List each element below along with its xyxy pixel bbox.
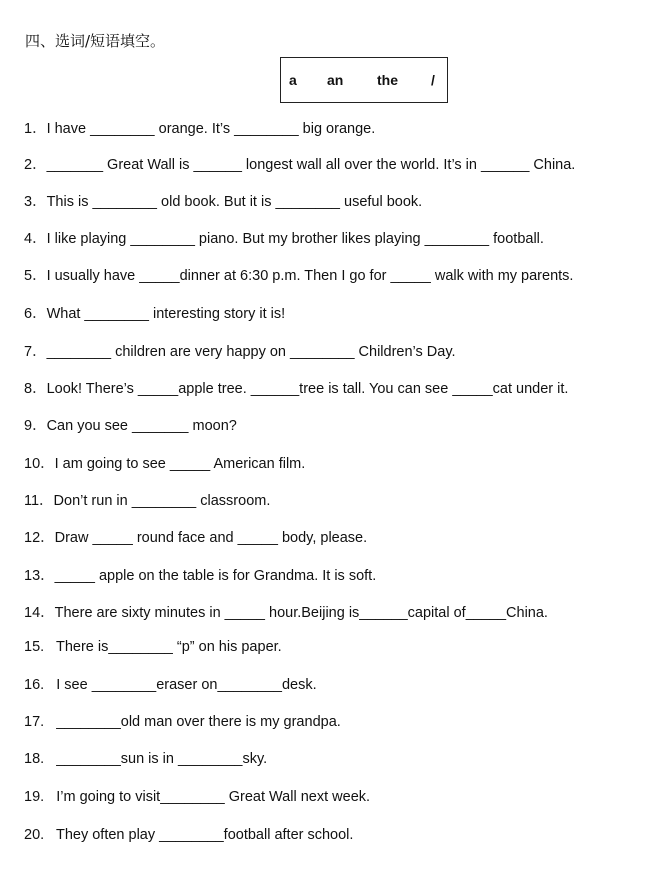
question-9: 9．Can you see _______ moon? <box>24 418 237 434</box>
question-11: 11．Don’t run in ________ classroom. <box>24 493 271 509</box>
question-20: 20. They often play ________football after school. <box>24 827 354 843</box>
word-choice-none: / <box>431 72 435 88</box>
word-choice-box <box>280 57 448 103</box>
question-4: 4．I like playing ________ piano. But my brother likes playing ________ football. <box>24 231 544 247</box>
question-15: 15. There is________ “p” on his paper. <box>24 639 282 655</box>
word-choice-an: an <box>327 72 344 88</box>
question-6: 6．What ________ interesting story it is! <box>24 306 286 322</box>
question-2: 2．_______ Great Wall is ______ longest wall all over the world. It’s in ______ China. <box>24 157 576 173</box>
question-13: 13．_____ apple on the table is for Grandma. It is soft. <box>24 568 377 584</box>
question-19: 19. I’m going to visit________ Great Wall next week. <box>24 789 371 805</box>
question-3: 3．This is ________ old book. But it is ________ useful book. <box>24 194 423 210</box>
question-17: 17. ________old man over there is my grandpa. <box>24 714 341 730</box>
question-18: 18. ________sun is in ________sky. <box>24 751 268 767</box>
question-12: 12．Draw _____ round face and _____ body, please. <box>24 530 368 546</box>
question-16: 16. I see ________eraser on________desk. <box>24 677 317 693</box>
section-title: 四、选词/短语填空。 <box>25 32 166 50</box>
question-1: 1．I have ________ orange. It’s ________ big orange. <box>24 121 376 137</box>
word-choice-a: a <box>289 72 297 88</box>
question-7: 7．________ children are very happy on ________ Children’s Day. <box>24 344 456 360</box>
word-choice-the: the <box>377 72 398 88</box>
question-10: 10．I am going to see _____ American film. <box>24 456 306 472</box>
question-5: 5．I usually have _____dinner at 6:30 p.m. Then I go for _____ walk with my parents. <box>24 268 574 284</box>
question-14: 14．There are sixty minutes in _____ hour.Beijing is______capital of_____China. <box>24 605 548 621</box>
question-8: 8．Look! There’s _____apple tree. ______tree is tall. You can see _____cat under it. <box>24 381 569 397</box>
